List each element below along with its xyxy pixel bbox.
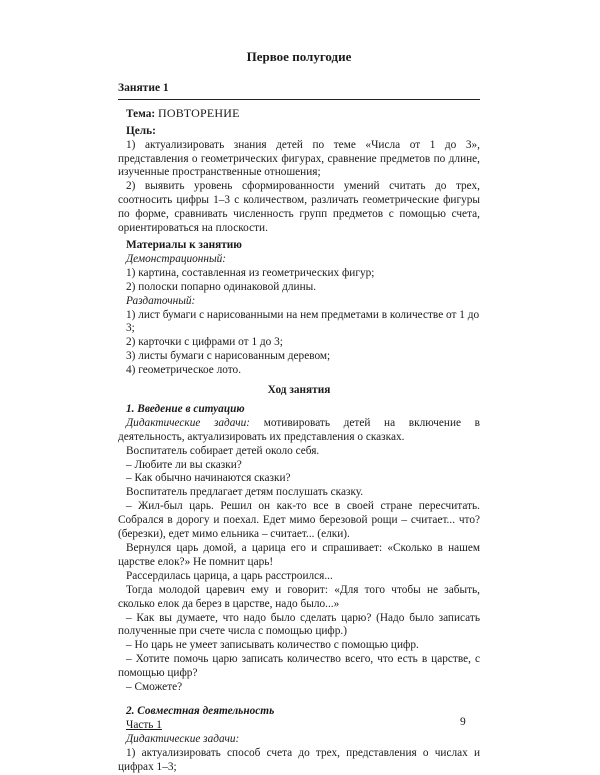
materials-label: Материалы к занятию	[126, 238, 242, 251]
section1-title: 1. Введение в ситуацию	[126, 402, 245, 415]
demo-item-2: 2) полоски попарно одинаковой длины.	[126, 280, 317, 293]
topic-label: Тема:	[126, 107, 156, 120]
page-content	[118, 50, 480, 775]
handout-label: Раздаточный:	[126, 294, 196, 307]
section1-task	[118, 417, 480, 445]
story-line: – Сможете?	[126, 681, 183, 694]
handout-item-1: 1) лист бумаги с нарисованными на нем предметами в количестве от 1 до 3;	[126, 308, 480, 335]
course-title: Ход занятия	[267, 384, 331, 397]
section1-task-label: Дидактические задачи:	[126, 416, 251, 429]
section2-task-label: Дидактические задачи:	[126, 732, 240, 745]
story-line: – Как обычно начинаются сказки?	[126, 472, 291, 485]
story-line: – Как вы думаете, что надо было сделать царю? (Надо было записать полученные при счете числа с помощью цифр.)	[118, 611, 480, 638]
goal-item-1: 1) актуализировать знания детей по теме «Числа от 1 до 3», представления о геометрических фигурах, сравнение предметов по длине, изученные пространственные отношения;	[118, 138, 480, 179]
story-line: Воспитатель собирает детей около себя.	[126, 444, 320, 457]
section2-part: Часть 1	[126, 718, 162, 731]
goal-item-2: 2) выявить уровень сформированности умений считать до трех, соотносить цифры 1–3 с количеством, различать геометрические фигуры по форме, сравнивать численность групп предметов с помощью счета, ориентироваться на плоскости.	[118, 180, 480, 235]
page-number: 9	[460, 716, 466, 728]
demo-item-1: 1) картина, составленная из геометрических фигур;	[126, 266, 375, 279]
story-line: – Но царь не умеет записывать количество с помощью цифр.	[126, 639, 419, 652]
handout-item-2: 2) карточки с цифрами от 1 до 3;	[126, 336, 283, 349]
story-line: – Жил-был царь. Решил он как-то все в своей стране пересчитать. Собрался в дорогу и поехал. Едет мимо березовой рощи – считает... что? (березки), едет мимо ельника – считает... (елки).	[118, 500, 480, 541]
story-line: – Любите ли вы сказки?	[126, 458, 242, 471]
story-line: Вернулся царь домой, а царица его и спрашивает: «Сколько в нашем царстве елок?» Не помнит царь!	[118, 542, 480, 568]
story-line: – Хотите помочь царю записать количество всего, что есть в царстве, с помощью цифр?	[118, 653, 480, 680]
story-line: Воспитатель предлагает детям послушать сказку.	[126, 486, 364, 499]
story-line: Рассердилась царица, а царь расстроился...	[126, 569, 333, 582]
topic-line	[126, 107, 480, 122]
demo-label: Демонстрационный:	[126, 252, 227, 265]
page-heading: Первое полугодие	[246, 49, 352, 64]
handout-item-4: 4) геометрическое лото.	[126, 364, 242, 377]
section2-item-1: 1) актуализировать способ счета до трех, представления о числах и цифрах 1–3;	[118, 746, 480, 773]
section1-task-text: мотивировать детей на включение в деятельность, актуализировать их представления о сказках.	[118, 416, 480, 443]
handout-item-3: 3) листы бумаги с нарисованным деревом;	[126, 350, 331, 363]
topic-value: ПОВТОРЕНИЕ	[157, 105, 240, 120]
divider	[118, 99, 480, 100]
section2-title: 2. Совместная деятельность	[126, 704, 275, 717]
story-line: Тогда молодой царевич ему и говорит: «Для того чтобы не забыть, сколько елок да берез в царстве, надо было...»	[118, 583, 480, 610]
lesson-title: Занятие 1	[118, 81, 169, 94]
goal-label: Цель:	[126, 124, 156, 137]
